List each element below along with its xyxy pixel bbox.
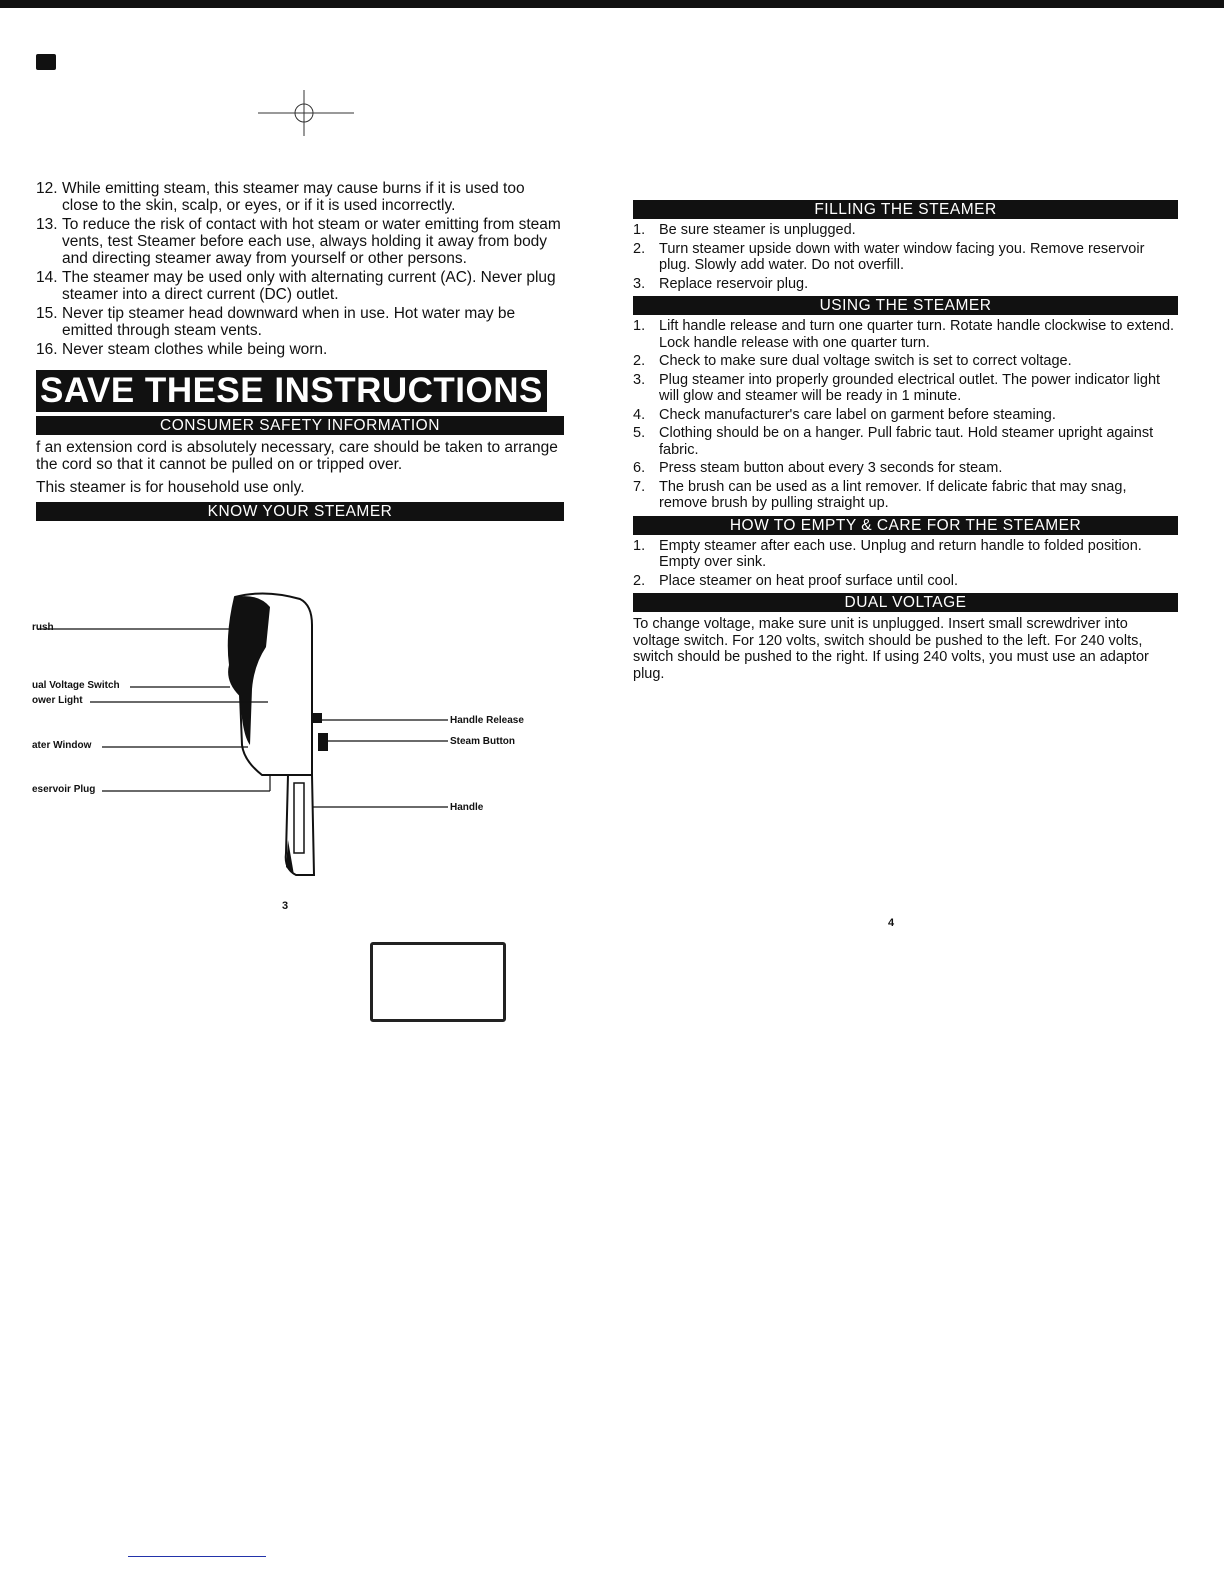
label-reservoir-plug: eservoir Plug <box>32 784 96 795</box>
list-item: 12. While emitting steam, this steamer may cause burns if it is used too close to the skin, scalp, or eyes, or if it is used incorrectly. <box>36 180 525 214</box>
left-column <box>36 180 564 524</box>
list-item: 3. Plug steamer into properly grounded electrical outlet. The power indicator light will glow and steamer will be ready in 1 minute. <box>633 371 1161 404</box>
dual-voltage-header: DUAL VOLTAGE <box>633 593 1178 612</box>
label-steam-button: Steam Button <box>450 736 515 747</box>
label-handle: Handle <box>450 802 484 813</box>
empty-list <box>633 538 1178 590</box>
corner-mark <box>36 54 56 70</box>
using-list <box>633 318 1178 512</box>
empty-care-header: HOW TO EMPTY & CARE FOR THE STEAMER <box>633 516 1178 535</box>
list-item: 5. Clothing should be on a hanger. Pull fabric taut. Hold steamer upright against fabric. <box>633 425 1154 458</box>
list-item: 7. The brush can be used as a lint remover. If delicate fabric that may snag, remove brush by pulling straight up. <box>633 478 1127 511</box>
label-power-light: ower Light <box>32 695 83 706</box>
filling-list <box>633 222 1178 292</box>
bottom-rule <box>128 1556 266 1557</box>
consumer-para-extension-cord: f an extension cord is absolutely necessary, care should be taken to arrange the cord so that it cannot be pulled on or tripped over. <box>36 439 558 473</box>
using-header: USING THE STEAMER <box>633 296 1178 315</box>
list-item: 2. Place steamer on heat proof surface until cool. <box>633 572 959 589</box>
list-item: 1. Empty steamer after each use. Unplug and return handle to folded position. Empty over sink. <box>633 537 1142 570</box>
stamp-box <box>370 942 506 1022</box>
list-item: 13. To reduce the risk of contact with hot steam or water emitting from steam vents, test Steamer before each use, always holding it away from body and directing steamer away from yourself or other persons. <box>36 216 561 267</box>
list-item: 1. Be sure steamer is unplugged. <box>633 222 856 238</box>
safety-list <box>36 180 564 358</box>
filling-header: FILLING THE STEAMER <box>633 200 1178 219</box>
list-item: 6. Press steam button about every 3 seconds for steam. <box>633 460 1003 476</box>
label-brush: rush <box>32 622 54 633</box>
consumer-para-household: This steamer is for household use only. <box>36 479 305 496</box>
list-item: 4. Check manufacturer's care label on garment before steaming. <box>633 406 1056 423</box>
list-item: 3. Replace reservoir plug. <box>633 275 809 292</box>
page-number-right: 4 <box>888 917 895 929</box>
know-your-steamer-header: KNOW YOUR STEAMER <box>36 502 564 521</box>
save-instructions-banner: SAVE THESE INSTRUCTIONS <box>36 370 547 412</box>
list-item: 2. Turn steamer upside down with water window facing you. Remove reservoir plug. Slowly add water. Do not overfill. <box>633 240 1145 273</box>
list-item: 2. Check to make sure dual voltage switch is set to correct voltage. <box>633 353 1072 369</box>
label-dual-voltage-switch: ual Voltage Switch <box>32 680 120 691</box>
list-item: 1. Lift handle release and turn one quarter turn. Rotate handle clockwise to extend. Lock handle release with one quarter turn. <box>633 318 1175 351</box>
list-item: 15. Never tip steamer head downward when in use. Hot water may be emitted through steam vents. <box>36 305 516 339</box>
label-handle-release: Handle Release <box>450 715 524 726</box>
label-water-window: ater Window <box>32 740 92 751</box>
dual-voltage-para: To change voltage, make sure unit is unplugged. Insert small screwdriver into voltage switch. For 120 volts, switch should be pushed to the left. For 240 volts, switch should be pushed to the right. If using 240 volts, you must use an adaptor plug. <box>633 616 1149 682</box>
list-item: 16. Never steam clothes while being worn. <box>36 341 328 358</box>
registration-mark-icon <box>258 90 354 136</box>
steamer-diagram <box>30 585 550 885</box>
top-border <box>0 0 1224 8</box>
right-column <box>633 196 1178 688</box>
steamer-illustration <box>30 585 550 885</box>
page-number-left: 3 <box>282 900 289 912</box>
list-item: 14. The steamer may be used only with alternating current (AC). Never plug steamer into a direct current (DC) outlet. <box>36 269 556 303</box>
consumer-safety-header: CONSUMER SAFETY INFORMATION <box>36 416 564 435</box>
